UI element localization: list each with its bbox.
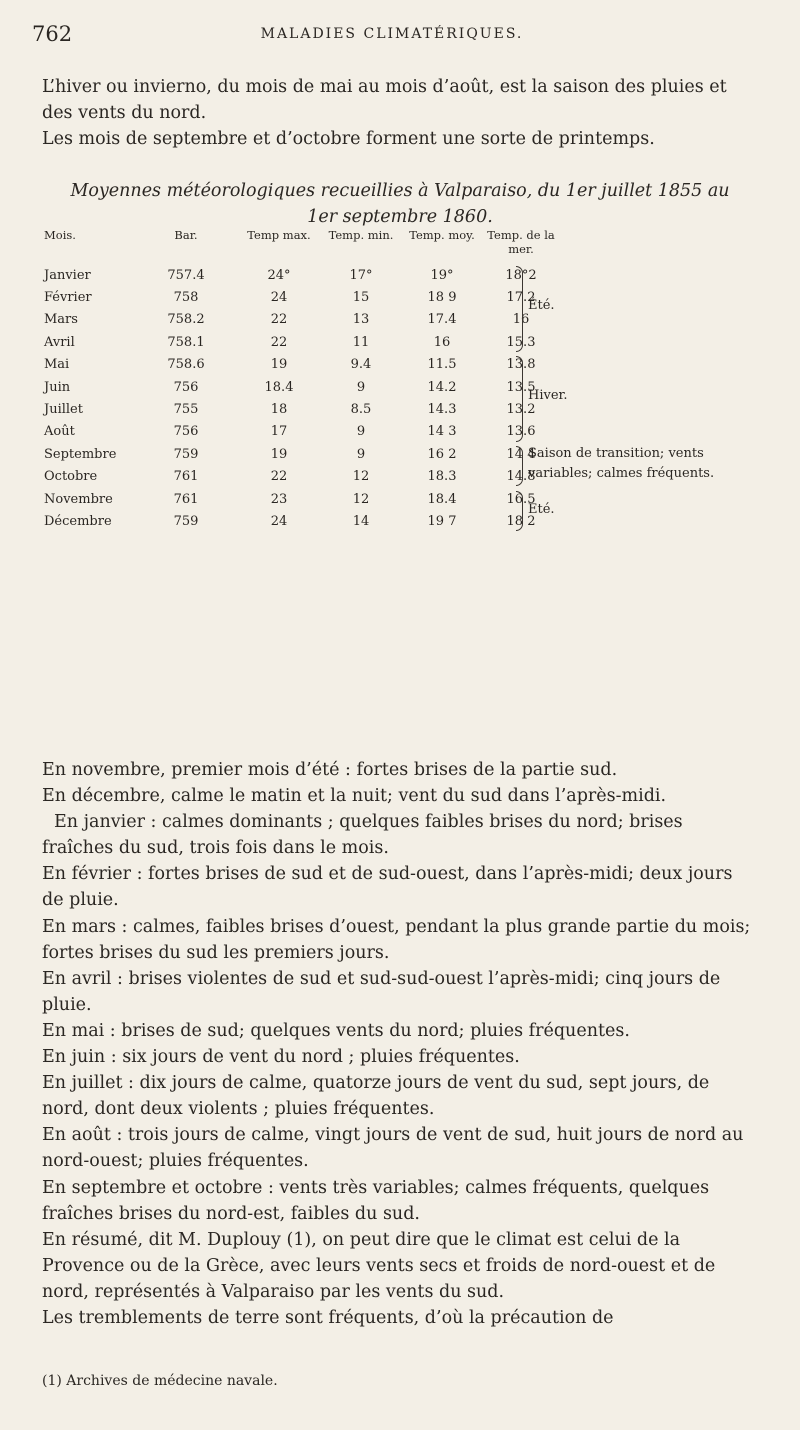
cell-temp-moy: 18 9 [427, 290, 457, 306]
footnote: (1) Archives de médecine navale. [42, 1373, 278, 1389]
cell-temp-max: 19 [270, 446, 288, 462]
cell-temp-max: 22 [270, 469, 288, 485]
paragraph-resume: En résumé, dit M. Duplouy (1), on peut dire que le climat est celui de la Provence ou de la Grèce, avec leurs vents secs et froids de nord-ouest et de nord, représentés à Valparaiso par les vents du sud. [42, 1229, 716, 1302]
cell-temp-max: 17 [270, 424, 288, 440]
cell-temp-min: 14 [352, 513, 370, 529]
cell-temp-moy: 14.3 [427, 402, 457, 418]
cell-barometer: 757.4 [167, 267, 205, 283]
cell-barometer: 758.2 [167, 312, 205, 328]
table-row [44, 421, 560, 443]
cell-temp-min: 8.5 [350, 402, 372, 418]
table-row [44, 376, 560, 398]
weather-table [44, 228, 560, 533]
cell-barometer: 758.6 [167, 357, 205, 373]
transition-brace [516, 446, 523, 486]
table-row [44, 466, 560, 488]
table-row [44, 488, 560, 510]
cell-barometer: 756 [173, 379, 199, 395]
cell-temp-min: 17° [349, 267, 373, 283]
cell-temp-max: 22 [270, 312, 288, 328]
paragraph-novembre: En novembre, premier mois d’été : fortes brises de la partie sud. [42, 760, 618, 780]
table-row [44, 398, 560, 420]
cell-temp-mer: 18 2 [506, 513, 536, 529]
paragraph-septembre-octobre: En septembre et octobre : vents très variables; calmes fréquents, quelques fraîches brises du nord-est, faibles du sud. [42, 1177, 710, 1224]
cell-temp-min: 12 [352, 469, 370, 485]
cell-month: Mai [44, 357, 70, 373]
intro-paragraph-2: Les mois de septembre et d’octobre forment une sorte de printemps. [42, 129, 655, 149]
cell-temp-mer: 13.2 [506, 402, 536, 418]
cell-temp-min: 15 [352, 290, 370, 306]
table-row [44, 510, 560, 532]
cell-temp-min: 9 [356, 379, 366, 395]
table-row [44, 309, 560, 331]
table-caption-line-1: Moyennes météorologiques recueillies à Valparaiso, du 1er juillet 1855 au [70, 181, 730, 201]
table-row [44, 354, 560, 376]
cell-temp-min: 9 [356, 446, 366, 462]
cell-month: Juin [44, 379, 71, 395]
cell-month: Avril [44, 334, 75, 350]
paragraph-juin: En juin : six jours de vent du nord ; pluies fréquentes. [42, 1047, 520, 1068]
cell-barometer: 758.1 [167, 334, 205, 350]
season-transition-line-1: Saison de transition; vents [528, 446, 704, 461]
paragraph-juillet: En juillet : dix jours de calme, quatorze jours de vent du sud, sept jours, de nord, dont deux violents ; pluies fréquentes. [42, 1073, 710, 1120]
cell-temp-moy: 14.2 [427, 379, 457, 395]
cell-temp-min: 13 [352, 312, 370, 328]
header-temp-min: Temp. min. [328, 228, 394, 242]
cell-temp-mer: 16 [512, 312, 530, 328]
paragraph-janvier: En janvier : calmes dominants ; quelques faibles brises du nord; brises fraîches du sud, trois fois dans le mois. [42, 812, 683, 859]
running-title: MALADIES CLIMATÉRIQUES. [260, 26, 524, 42]
paragraph-fevrier: En février : fortes brises de sud et de sud-ouest, dans l’après-midi; deux jours de pluie. [42, 864, 733, 911]
cell-temp-moy: 18.4 [427, 491, 457, 507]
cell-temp-moy: 19° [430, 267, 454, 283]
header-temp-moy: Temp. moy. [409, 228, 475, 242]
intro-paragraph-1: L’hiver ou invierno, du mois de mai au mois d’août, est la saison des pluies et des vents du nord. [42, 77, 727, 123]
cell-temp-moy: 11.5 [427, 357, 457, 373]
winter-brace [516, 356, 523, 442]
cell-temp-max: 18.4 [264, 379, 294, 395]
cell-temp-moy: 16 2 [427, 446, 457, 462]
cell-temp-mer: 13.5 [506, 379, 536, 395]
season-summer-1: Été. [528, 298, 555, 313]
cell-temp-min: 9 [356, 424, 366, 440]
cell-temp-max: 22 [270, 334, 288, 350]
cell-month: Septembre [44, 446, 117, 462]
body-text [42, 757, 754, 1331]
cell-month: Février [44, 290, 92, 306]
paragraph-mai: En mai : brises de sud; quelques vents du nord; pluies fréquentes. [42, 1020, 630, 1041]
cell-temp-max: 23 [270, 491, 288, 507]
table-header-row [44, 228, 560, 264]
cell-temp-max: 18 [270, 402, 288, 418]
cell-temp-mer: 18°2 [505, 267, 537, 283]
summer-brace [516, 266, 523, 352]
paragraph-tremblements: Les tremblements de terre sont fréquents, d’où la précaution de [42, 1307, 614, 1328]
cell-temp-mer: 16.5 [506, 491, 536, 507]
season-winter: Hiver. [528, 388, 568, 403]
cell-barometer: 758 [173, 290, 199, 306]
cell-barometer: 756 [173, 424, 199, 440]
paragraph-avril: En avril : brises violentes de sud et sud-sud-ouest l’après-midi; cinq jours de pluie. [42, 968, 721, 1015]
cell-month: Juillet [44, 402, 83, 418]
season-summer-2: Été. [528, 502, 555, 517]
page-header [32, 22, 752, 52]
cell-month: Janvier [44, 267, 91, 283]
cell-barometer: 761 [173, 491, 199, 507]
cell-temp-max: 24 [270, 290, 288, 306]
cell-temp-moy: 17.4 [427, 312, 457, 328]
cell-temp-min: 12 [352, 491, 370, 507]
cell-temp-mer: 13.6 [506, 424, 536, 440]
summer-brace-2 [516, 491, 523, 531]
cell-temp-mer: 14 4 [506, 446, 536, 462]
page-number: 762 [32, 22, 73, 46]
cell-temp-mer: 14.8 [506, 469, 536, 485]
paragraph-decembre: En décembre, calme le matin et la nuit; vent du sud dans l’après-midi. [42, 786, 667, 807]
cell-month: Octobre [44, 469, 98, 485]
header-temp-mer: Temp. de la mer. [487, 228, 555, 256]
table-row [44, 443, 560, 465]
cell-temp-max: 19 [270, 357, 288, 373]
cell-temp-max: 24° [267, 267, 291, 283]
header-month: Mois. [44, 228, 76, 242]
cell-temp-moy: 19 7 [427, 513, 457, 529]
cell-month: Décembre [44, 513, 112, 529]
paragraph-aout: En août : trois jours de calme, vingt jours de vent de sud, huit jours de nord au nord-ouest; pluies fréquentes. [42, 1125, 744, 1172]
cell-temp-mer: 17.2 [506, 290, 536, 306]
table-row [44, 264, 560, 286]
table-caption-line-2: 1er septembre 1860. [307, 207, 493, 227]
cell-temp-min: 9.4 [350, 357, 372, 373]
cell-temp-moy: 14 3 [427, 424, 457, 440]
cell-temp-moy: 18.3 [427, 469, 457, 485]
cell-month: Mars [44, 312, 78, 328]
header-barometer: Bar. [174, 228, 198, 242]
cell-month: Août [44, 424, 75, 440]
cell-barometer: 755 [173, 402, 199, 418]
cell-barometer: 759 [173, 446, 199, 462]
cell-barometer: 759 [173, 513, 199, 529]
paragraph-mars: En mars : calmes, faibles brises d’ouest, pendant la plus grande partie du mois; fortes brises du sud les premiers jours. [42, 916, 751, 963]
cell-temp-mer: 13.8 [506, 357, 536, 373]
season-transition-line-2: variables; calmes fréquents. [528, 466, 715, 481]
cell-barometer: 761 [173, 469, 199, 485]
cell-temp-min: 11 [352, 334, 370, 350]
table-row [44, 331, 560, 353]
cell-month: Novembre [44, 491, 113, 507]
cell-temp-mer: 15.3 [506, 334, 536, 350]
cell-temp-moy: 16 [433, 334, 451, 350]
header-temp-max: Temp max. [247, 228, 311, 242]
table-row [44, 286, 560, 308]
cell-temp-max: 24 [270, 513, 288, 529]
table-body [44, 264, 560, 533]
